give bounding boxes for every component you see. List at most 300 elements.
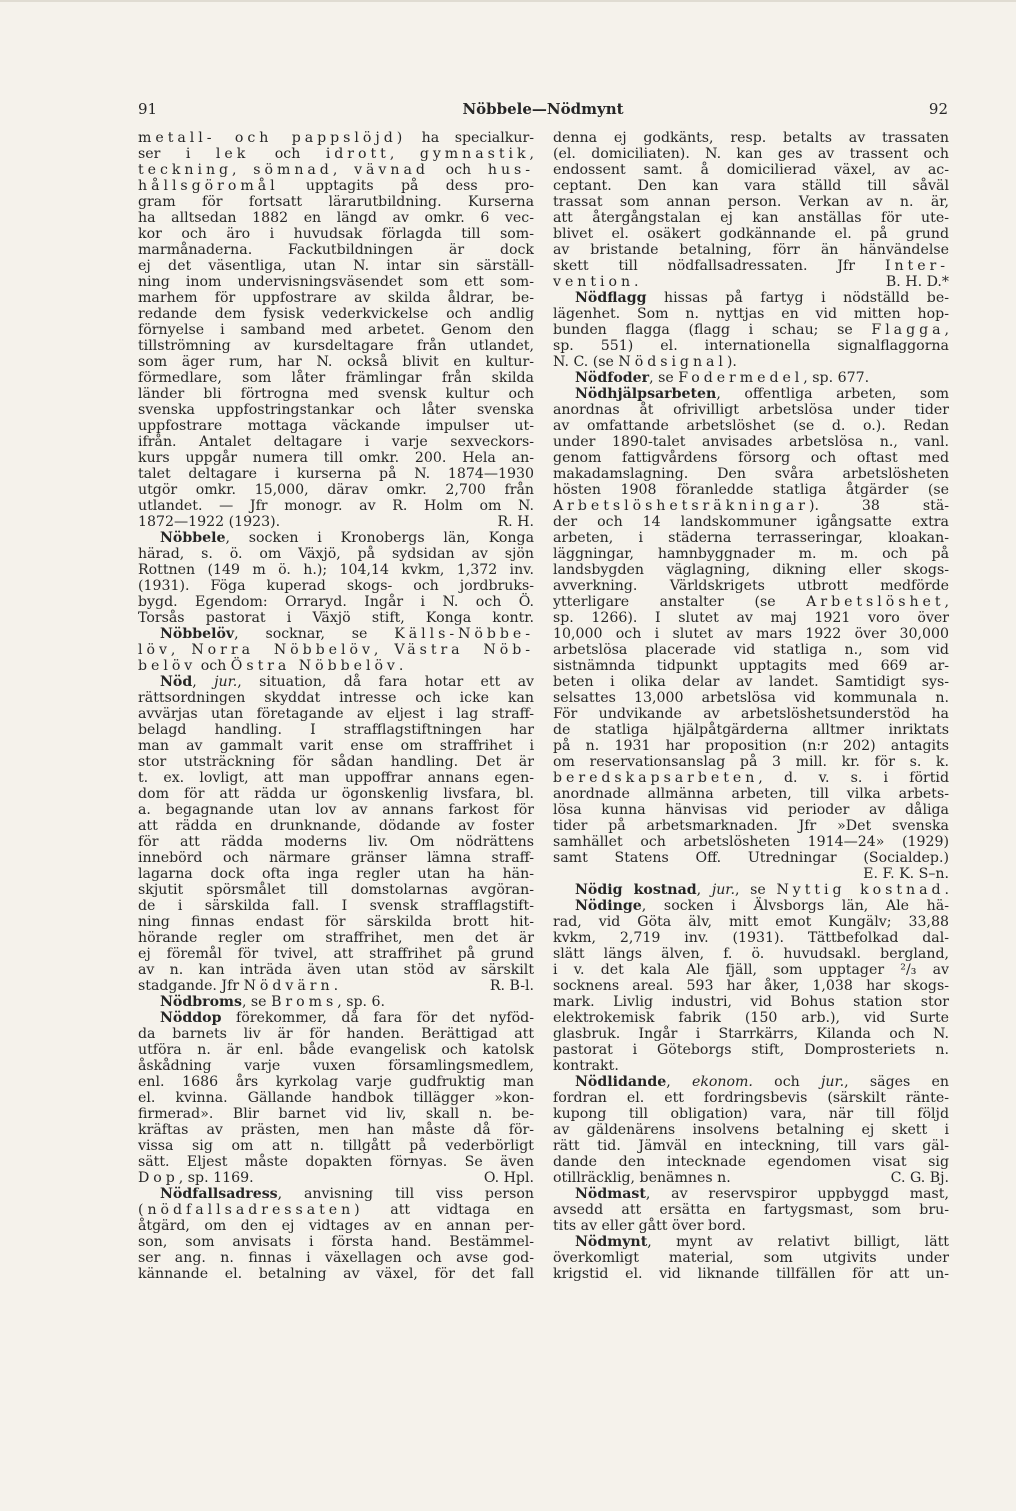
text-line: [138, 482, 534, 498]
text-fragment: el. kvinna. Gällande handbok tillägger »kon-: [138, 1090, 534, 1106]
text-line: [138, 194, 534, 210]
text-line: [553, 562, 949, 578]
text-line: [138, 514, 534, 530]
text-line: [553, 626, 949, 642]
text-line: [553, 738, 949, 754]
page-number-left: 91: [138, 100, 158, 118]
text-line: [553, 146, 949, 162]
text-line: [138, 1074, 534, 1090]
text-fragment: avsedd att ersätta en fartygsmast, som bru-: [553, 1202, 949, 1218]
text-line: [138, 210, 534, 226]
headword: Nöbbele: [160, 530, 226, 546]
text-fragment: Broms: [271, 994, 338, 1010]
text-line: [553, 274, 949, 290]
text-fragment: ning finnas endast för särskilda brott hit-: [138, 914, 534, 930]
text-fragment: av gäldenärens insolvens betalning ej skett i: [553, 1122, 949, 1138]
text-fragment: ha specialkur-: [406, 130, 534, 146]
text-fragment: B. H. D.*: [885, 274, 949, 290]
text-fragment: Inter-: [884, 258, 949, 274]
running-title: Nöbbele—Nödmynt: [462, 100, 624, 118]
text-line: [138, 914, 534, 930]
text-line: [138, 690, 534, 706]
text-fragment: ning inom undervisningsväsendet som ett som-: [138, 274, 534, 290]
text-fragment: kurs uppgår numera till omkr. 200. Hela an-: [138, 450, 534, 466]
text-fragment: Rottnen (149 m ö. h.); 104,14 kvkm, 1,372 inv.: [138, 562, 534, 578]
text-line: [553, 434, 949, 450]
text-line: [553, 914, 949, 930]
text-fragment: slätt längs älven, f. ö. huvudsakl. bergland,: [553, 946, 949, 962]
text-line: [138, 674, 534, 690]
text-fragment: talet deltagare i kurserna på N. 1874—1930: [138, 466, 534, 482]
text-fragment: dom för att rädda ur ögonskenlig livsfara, bl.: [138, 786, 534, 802]
text-fragment: ytterligare anstalter (se: [553, 594, 807, 610]
text-fragment: ).: [726, 354, 737, 370]
text-line: [138, 562, 534, 578]
line-text: [138, 1170, 254, 1186]
text-fragment: dande den intecknade egendomen visat sig: [553, 1154, 949, 1170]
text-fragment: anordnade allmänna arbeten, till vilka arbets-: [553, 786, 949, 802]
text-fragment: att vidtaga en: [363, 1202, 534, 1218]
text-line: [138, 1042, 534, 1058]
headword: Nödmynt: [575, 1234, 648, 1250]
text-line: [553, 194, 949, 210]
text-line: [138, 402, 534, 418]
text-line: [138, 450, 534, 466]
text-fragment: denna ej godkänts, resp. betalts av trassaten: [553, 130, 949, 146]
text-fragment: ,: [944, 594, 949, 610]
text-fragment: svenska uppfostringstankar och låter svenska: [138, 402, 534, 418]
text-fragment: och: [428, 162, 488, 178]
text-fragment: genom fattigvårdens försorg och oftast med: [553, 450, 949, 466]
page-number-right: 92: [928, 100, 948, 118]
text-line: [138, 962, 534, 978]
headword: Nöddop: [160, 1010, 222, 1026]
text-line: [138, 434, 534, 450]
text-fragment: hissas på fartyg i nödställd be-: [646, 290, 949, 306]
text-fragment: ,: [944, 322, 949, 338]
text-line: [553, 578, 949, 594]
text-line: [138, 1250, 534, 1266]
text-line: [138, 978, 534, 994]
text-fragment: hållsgöromål: [138, 178, 279, 194]
text-fragment: N. C. (se: [553, 354, 619, 370]
text-line: [553, 882, 949, 898]
text-fragment: ,: [666, 1074, 692, 1090]
text-line: [553, 642, 949, 658]
text-fragment: C. G. Bj.: [890, 1170, 949, 1186]
text-fragment: läggningar, hamnbyggnader m. m. och på: [553, 546, 949, 562]
text-fragment: pastorat i Göteborgs stift, Domprosteriets n.: [553, 1042, 949, 1058]
text-line: [553, 338, 949, 354]
text-fragment: , mynt av relativt billigt, lätt: [647, 1234, 949, 1250]
headword: Nödfallsadress: [160, 1186, 278, 1202]
text-fragment: stadgande. Jfr: [138, 978, 244, 994]
text-fragment: , sp. 6.: [337, 994, 385, 1010]
text-line: [138, 530, 534, 546]
text-fragment: jur.: [820, 1074, 845, 1090]
text-fragment: a. begagnande utan lov av annans farkost för: [138, 802, 534, 818]
text-fragment: rad, vid Göta älv, mitt emot Kungälv; 33,88: [553, 914, 949, 930]
text-fragment: innebörd och närmare gränser lämna straff-: [138, 850, 534, 866]
text-fragment: , socken i Älvsborgs län, Ale hä-: [641, 898, 949, 914]
text-fragment: skett till nödfallsadressaten. Jfr: [553, 258, 885, 274]
text-fragment: löv: [138, 642, 171, 658]
text-fragment: vention: [553, 274, 635, 290]
text-line: [138, 834, 534, 850]
text-fragment: Östra Nöbbelöv: [230, 658, 399, 674]
text-fragment: , se: [735, 882, 777, 898]
text-fragment: fordran el. ett fordringsbevis (särskilt ränte-: [553, 1090, 949, 1106]
text-line: [553, 386, 949, 402]
text-fragment: Källs-Nöbbe-: [394, 626, 534, 642]
text-fragment: elektrokemisk fabrik (150 arb.), vid Surte: [553, 1010, 949, 1026]
text-fragment: ,: [170, 642, 192, 658]
text-line: [138, 418, 534, 434]
line-text: [553, 274, 639, 290]
text-fragment: krigstid el. vid liknande tillfällen för att un-: [553, 1266, 949, 1282]
text-fragment: lagarna dock ofta inga regler utan ha hän-: [138, 866, 534, 882]
text-line: [553, 354, 949, 370]
text-fragment: Arbetslöshet: [806, 594, 945, 610]
text-line: [138, 754, 534, 770]
text-fragment: samt Statens Off. Utredningar (Socialdep.): [553, 850, 949, 866]
text-line: [553, 834, 949, 850]
text-line: [138, 178, 534, 194]
text-fragment: förmedlare, som låter främlingar från skilda: [138, 370, 534, 386]
text-fragment: ,: [332, 162, 355, 178]
page-header: [138, 100, 948, 122]
text-fragment: ,: [192, 674, 215, 690]
text-fragment: de i särskilda fall. I svensk strafflagstift-: [138, 898, 534, 914]
text-line: [553, 594, 949, 610]
text-fragment: landsbygden väglagning, dikning eller skogs-: [553, 562, 949, 578]
text-fragment: härad, s. ö. om Växjö, på sydsidan av sjön: [138, 546, 534, 562]
text-line: [553, 1026, 949, 1042]
text-fragment: på n. 1931 har proposition (n:r 202) antagits: [553, 738, 949, 754]
headword: Nödhjälpsarbeten: [575, 386, 717, 402]
headword: Nödfoder: [575, 370, 650, 386]
text-line: [138, 1138, 534, 1154]
text-line: [553, 1106, 949, 1122]
text-fragment: makadamslagning. Den svåra arbetslösheten: [553, 466, 949, 482]
text-fragment: kontrakt.: [553, 1058, 619, 1074]
text-line: [138, 1202, 534, 1218]
text-fragment: skjutit spörsmålet till domstolarnas avgöran-: [138, 882, 534, 898]
text-fragment: socknens areal. 593 har åker, 1,038 har skogs-: [553, 978, 949, 994]
text-fragment: sömnad: [253, 162, 333, 178]
text-fragment: Nyttig kostnad: [776, 882, 945, 898]
text-fragment: , anvisning till viss person: [277, 1186, 534, 1202]
headword: Nödlidande: [575, 1074, 667, 1090]
text-fragment: rätt tid. Jämväl en inteckning, till vars gäl-: [553, 1138, 949, 1154]
text-line: [553, 1234, 949, 1250]
text-fragment: Nödsignal: [618, 354, 727, 370]
text-fragment: lek: [215, 146, 250, 162]
text-fragment: Västra Nöb-: [394, 642, 534, 658]
text-fragment: kor och äro i huvudsak förlagda till som-: [138, 226, 534, 242]
text-fragment: beten i olika delar av landet. Samtidigt sys-: [553, 674, 949, 690]
text-fragment: glasbruk. Ingår i Starrkärrs, Kilanda och N.: [553, 1026, 949, 1042]
headword: Nödmast: [575, 1186, 646, 1202]
text-fragment: jur.: [711, 882, 736, 898]
text-fragment: tider på arbetsmarknaden. Jfr »Det svenska: [553, 818, 949, 834]
text-fragment: kännande el. betalning av växel, för det fall: [138, 1266, 534, 1282]
text-line: [553, 994, 949, 1010]
text-line: [138, 898, 534, 914]
text-fragment: överkomligt material, som utgivits under: [553, 1250, 949, 1266]
signature: [886, 274, 949, 290]
text-fragment: , offentliga arbeten, som: [716, 386, 949, 402]
text-line: [553, 210, 949, 226]
text-line: [553, 226, 949, 242]
text-fragment: ceptant. Den kan vara ställd till såväl: [553, 178, 949, 194]
line-text: [553, 1170, 731, 1186]
text-fragment: att rädda en drunknande, dödande av foster: [138, 818, 534, 834]
text-line: [138, 338, 534, 354]
text-line: [553, 946, 949, 962]
text-line: [138, 610, 534, 626]
text-fragment: ,: [696, 882, 712, 898]
text-line: [138, 1218, 534, 1234]
text-fragment: man av gammalt varit ense om straffrihet i: [138, 738, 534, 754]
line-text: [138, 978, 338, 994]
text-fragment: utföra n. är enl. både evangelisk och katolsk: [138, 1042, 534, 1058]
text-line: [553, 162, 949, 178]
text-fragment: .: [398, 658, 404, 674]
text-line: [138, 930, 534, 946]
text-line: [138, 1010, 534, 1026]
text-fragment: ). 38 stä-: [808, 498, 949, 514]
text-line: [138, 290, 534, 306]
headword: Nödig kostnad: [575, 882, 697, 898]
text-fragment: , se: [649, 370, 679, 386]
text-fragment: , av reservspiror uppbyggd mast,: [645, 1186, 949, 1202]
text-fragment: .: [634, 274, 639, 290]
text-fragment: bunden flagga (flagg i schau; se: [553, 322, 872, 338]
text-line: [138, 306, 534, 322]
text-line: [553, 498, 949, 514]
text-line: [138, 162, 534, 178]
text-fragment: , socknar, se: [234, 626, 395, 642]
text-fragment: avvärjas utan företagande av eljest i lag straff-: [138, 706, 534, 722]
text-line: [138, 818, 534, 834]
text-fragment: de statliga hjälpåtgärderna alltmer inriktats: [553, 722, 949, 738]
text-line: [138, 738, 534, 754]
text-fragment: Torsås pastorat i Växjö stift, Konga kontr.: [138, 610, 534, 626]
text-fragment: ej föremål för tvivel, att straffrihet på grund: [138, 946, 534, 962]
text-fragment: Norra Nöbbelöv: [191, 642, 374, 658]
text-fragment: endossent samt. å domicilierad växel, av ac-: [553, 162, 949, 178]
text-fragment: (el. domiciliaten). N. kan ges av trassent och: [553, 146, 949, 162]
text-fragment: samhället och arbetslösheten 1914—24» (1929): [553, 834, 949, 850]
text-line: [138, 546, 534, 562]
text-line: [138, 802, 534, 818]
text-fragment: E. F. K. S–n.: [863, 866, 949, 882]
text-line: [138, 258, 534, 274]
text-line: [138, 882, 534, 898]
text-fragment: sistnämnda tidpunkt upptagits med 669 ar-: [553, 658, 949, 674]
text-line: [138, 770, 534, 786]
text-line: [553, 978, 949, 994]
text-line: [138, 850, 534, 866]
text-fragment: jur.: [214, 674, 238, 690]
text-line: [553, 466, 949, 482]
text-fragment: förnyelse i samband med arbetet. Genom den: [138, 322, 534, 338]
text-line: [553, 818, 949, 834]
text-fragment: t. ex. lovligt, att man uppoffrar annans egen-: [138, 770, 534, 786]
text-line: [138, 866, 534, 882]
text-line: [553, 370, 949, 386]
text-line: [553, 962, 949, 978]
text-line: [138, 1026, 534, 1042]
line-text: [138, 514, 280, 530]
text-fragment: ifrån. Antalet deltagare i varje sexveckors-: [138, 434, 534, 450]
text-fragment: ser ang. n. finnas i växellagen och avse god-: [138, 1250, 534, 1266]
text-fragment: i v. det kala Ale fjäll, som upptager ²/₃ av: [553, 962, 949, 978]
text-fragment: idrott: [325, 146, 390, 162]
text-line: [553, 1042, 949, 1058]
text-fragment: (nödfallsadressaten): [138, 1202, 364, 1218]
text-line: [553, 674, 949, 690]
text-line: [553, 1122, 949, 1138]
text-fragment: tits av eller gått över bord.: [553, 1218, 746, 1234]
text-line: [138, 578, 534, 594]
headword: Nödbroms: [160, 994, 242, 1010]
text-line: [553, 546, 949, 562]
text-line: [138, 146, 534, 162]
text-line: [138, 354, 534, 370]
text-line: [138, 594, 534, 610]
text-fragment: Dop: [138, 1170, 179, 1186]
text-fragment: lösa kunna hänvisas vid perioder av dåliga: [553, 802, 949, 818]
text-line: [138, 642, 534, 658]
text-fragment: ,: [529, 146, 534, 162]
text-fragment: Arbetslöshetsräkningar: [553, 498, 809, 514]
text-fragment: ekonom.: [691, 1074, 753, 1090]
text-line: [553, 1138, 949, 1154]
text-line: [138, 1058, 534, 1074]
text-fragment: ser i: [138, 146, 216, 162]
text-line: [553, 482, 949, 498]
text-line: [553, 930, 949, 946]
text-line: [138, 322, 534, 338]
text-fragment: avverkning. Världskrigets utbrott medförde: [553, 578, 949, 594]
headword: Nödinge: [575, 898, 642, 914]
text-fragment: 10,000 och i slutet av mars 1922 över 30,000: [553, 626, 949, 642]
text-fragment: sätt. Eljest måste dopakten förnyas. Se även: [138, 1154, 534, 1170]
text-fragment: redande dem fysisk vederkvickelse och andlig: [138, 306, 534, 322]
top-edge: [0, 0, 1016, 2]
signature: [498, 514, 534, 530]
text-fragment: teckning: [138, 162, 233, 178]
text-fragment: ,: [389, 146, 420, 162]
text-fragment: R. B-l.: [489, 978, 534, 994]
text-fragment: ,: [232, 162, 254, 178]
text-line: [553, 418, 949, 434]
text-fragment: O. Hpl.: [483, 1170, 534, 1186]
text-fragment: .: [333, 978, 339, 994]
text-line: [138, 370, 534, 386]
text-fragment: och: [196, 658, 231, 674]
text-fragment: otillräcklig, benämnes n.: [553, 1170, 731, 1186]
text-fragment: Fodermedel: [678, 370, 804, 386]
text-fragment: marhem för uppfostrare av skilda åldrar, be-: [138, 290, 534, 306]
text-line: [553, 402, 949, 418]
text-line: [138, 1154, 534, 1170]
text-fragment: som äger rum, har N. också blivit en kultur-: [138, 354, 534, 370]
text-fragment: att återgångstalan ej kan anställas för ute-: [553, 210, 949, 226]
text-line: [553, 1218, 949, 1234]
text-line: [138, 130, 534, 146]
text-line: [553, 770, 949, 786]
text-fragment: ej det väsentliga, utan N. intar sin särställ-: [138, 258, 534, 274]
text-line: [138, 226, 534, 242]
text-fragment: R. H.: [497, 514, 534, 530]
text-fragment: der och 14 landskommuner igångsatte extra: [553, 514, 949, 530]
text-fragment: kräftas av prästen, men han måste då för-: [138, 1122, 534, 1138]
text-line: [553, 850, 949, 866]
headword: Nöd: [160, 674, 193, 690]
text-fragment: marmånaderna. Fackutbildningen är dock: [138, 242, 534, 258]
text-line: [553, 290, 949, 306]
text-line: [138, 994, 534, 1010]
text-line: [553, 866, 949, 882]
text-line: [553, 1266, 949, 1282]
text-fragment: gram för fortsatt lärarutbildning. Kurserna: [138, 194, 534, 210]
signature: [490, 978, 534, 994]
text-line: [138, 1234, 534, 1250]
text-line: [138, 786, 534, 802]
text-line: [553, 242, 949, 258]
text-fragment: arbetslösa placerade vid statliga n., som vid: [553, 642, 949, 658]
text-fragment: uppfostrare mottaga väckande impulser ut-: [138, 418, 534, 434]
text-line: [138, 466, 534, 482]
text-fragment: , d. v. s. i förtid: [758, 770, 949, 786]
text-line: [553, 802, 949, 818]
text-fragment: .: [944, 882, 949, 898]
text-fragment: Nödvärn: [243, 978, 334, 994]
text-line: [138, 1090, 534, 1106]
text-fragment: åtgärd, om den ej vidtages av en annan per-: [138, 1218, 534, 1234]
text-line: [553, 1058, 949, 1074]
text-fragment: av bristande betalning, förr än hänvändelse: [553, 242, 949, 258]
text-line: [138, 386, 534, 402]
text-fragment: sp. 1266). I slutet av maj 1921 voro över: [553, 610, 949, 626]
text-line: [553, 514, 949, 530]
text-fragment: stor utsträckning för sådan handling. Det är: [138, 754, 534, 770]
text-fragment: länder bli förtrogna med svensk kultur och: [138, 386, 534, 402]
text-fragment: förekommer, då fara för det nyföd-: [221, 1010, 534, 1026]
text-fragment: , se: [241, 994, 272, 1010]
text-line: [138, 1266, 534, 1282]
text-fragment: , sp. 677.: [803, 370, 870, 386]
text-line: [553, 658, 949, 674]
text-line: [553, 1170, 949, 1186]
text-fragment: da barnets liv är för handen. Berättigad att: [138, 1026, 534, 1042]
text-fragment: , situation, då fara hotar ett av: [237, 674, 534, 690]
text-fragment: av n. kan inträda även utan stöd av särskilt: [138, 962, 534, 978]
text-line: [553, 706, 949, 722]
text-fragment: och: [752, 1074, 821, 1090]
text-fragment: belagd handling. I strafflagstiftningen har: [138, 722, 534, 738]
text-fragment: vävnad: [354, 162, 429, 178]
text-line: [553, 178, 949, 194]
text-fragment: beredskapsarbeten: [553, 770, 759, 786]
text-fragment: kupong till obligation) vara, när till följd: [553, 1106, 949, 1122]
text-line: [138, 1170, 534, 1186]
text-fragment: upptagits på dess pro-: [278, 178, 534, 194]
text-fragment: vissa sig om att n. tillgått på vederbörligt: [138, 1138, 534, 1154]
